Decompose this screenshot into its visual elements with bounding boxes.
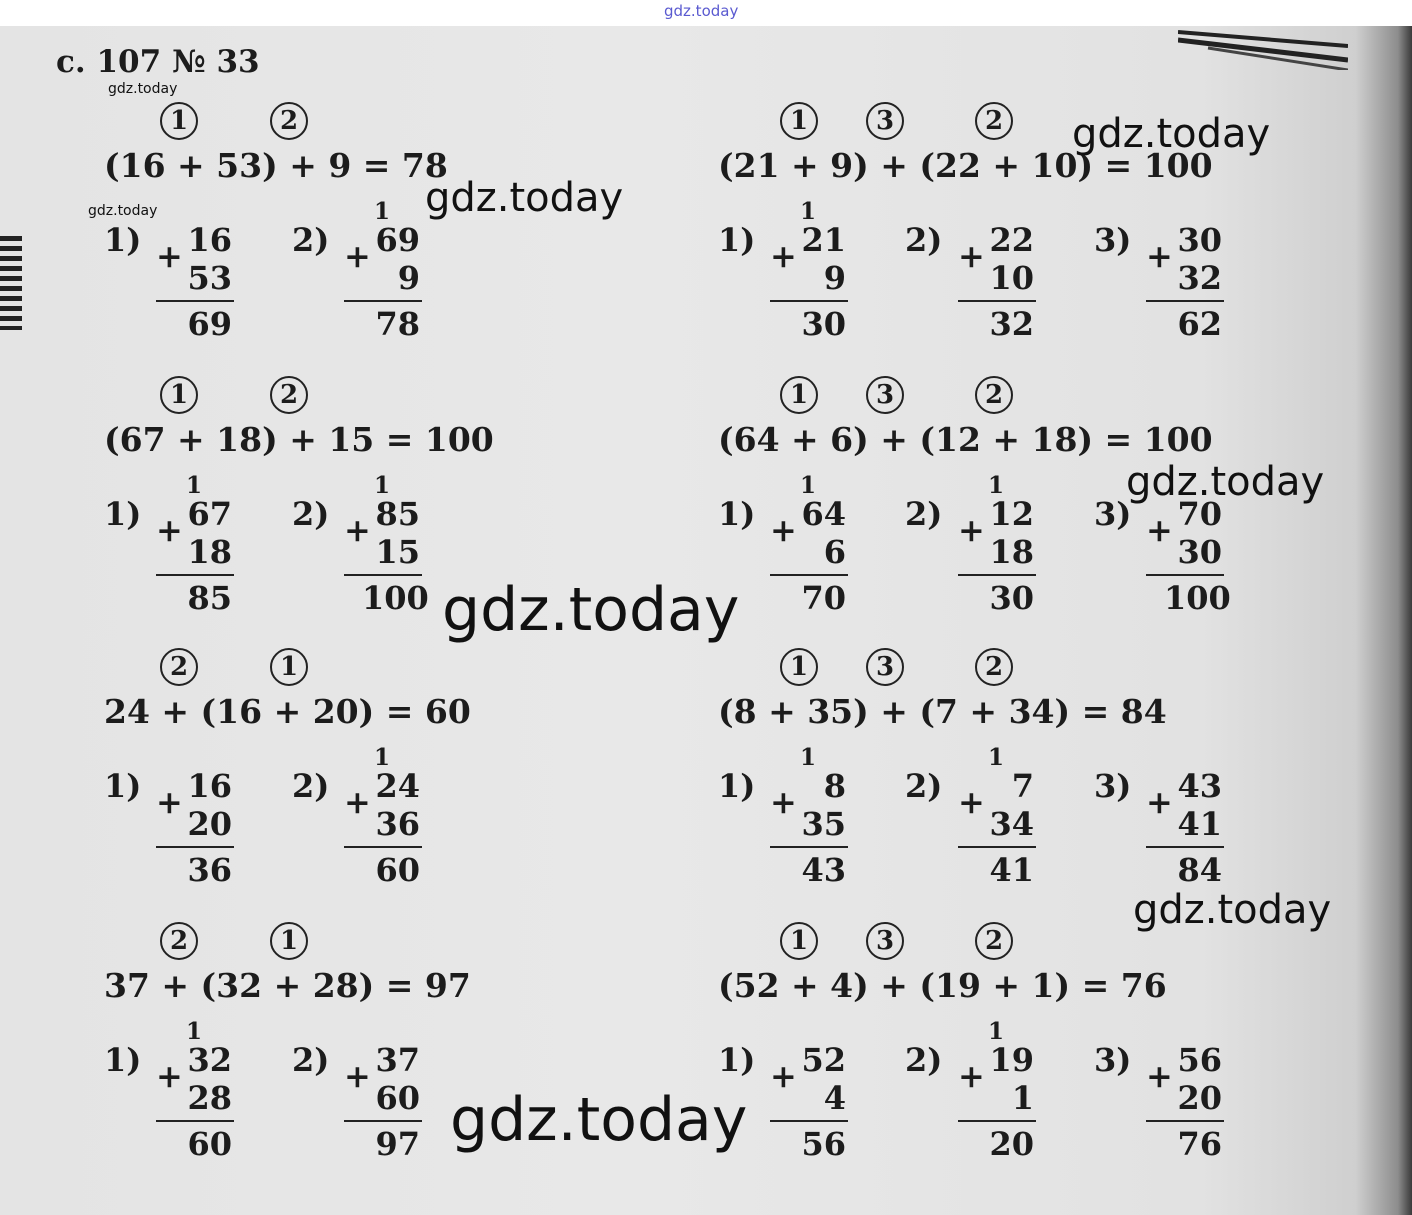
step-label: 2) [292,767,330,805]
sum-line [344,846,422,848]
addend-bottom: 20 [1177,1079,1222,1117]
sum-result: 62 [1177,305,1222,343]
order-circle: 2 [160,922,198,960]
addend-top: 16 [187,767,232,805]
addend-top: 21 [801,221,846,259]
sum-result: 70 [801,579,846,617]
addend-bottom: 32 [1177,259,1222,297]
sum-line [1146,1120,1224,1122]
plus-sign: + [958,511,985,549]
sum-line [1146,574,1224,576]
addend-bottom: 18 [989,533,1034,571]
order-circle: 1 [780,922,818,960]
carry-digit: 1 [800,472,817,499]
sum-result: 43 [801,851,846,889]
order-circle: 1 [160,376,198,414]
addend-bottom: 28 [187,1079,232,1117]
sum-line [958,574,1036,576]
sum-result: 100 [362,579,429,617]
sum-result: 100 [1164,579,1231,617]
plus-sign: + [958,237,985,275]
addend-bottom: 30 [1177,533,1222,571]
order-circle: 2 [270,376,308,414]
sum-line [344,300,422,302]
watermark: gdz.today [1072,111,1271,157]
carry-digit: 1 [988,1018,1005,1045]
order-circle: 3 [866,376,904,414]
sum-line [156,300,234,302]
order-circle: 3 [866,648,904,686]
sum-result: 41 [989,851,1034,889]
order-circle: 1 [780,102,818,140]
addend-bottom: 18 [187,533,232,571]
addend-top: 8 [823,767,846,805]
addend-bottom: 35 [801,805,846,843]
step-label: 1) [718,495,756,533]
sum-result: 97 [375,1125,420,1163]
order-circle: 2 [975,102,1013,140]
step-label: 3) [1094,221,1132,259]
plus-sign: + [344,511,371,549]
plus-sign: + [344,1057,371,1095]
addend-bottom: 6 [823,533,846,571]
plus-sign: + [156,783,183,821]
carry-digit: 1 [186,472,203,499]
plus-sign: + [770,237,797,275]
step-label: 1) [718,767,756,805]
sum-line [958,1120,1036,1122]
addend-bottom: 1 [1011,1079,1034,1117]
sum-result: 84 [1177,851,1222,889]
step-label: 2) [292,221,330,259]
plus-sign: + [1146,237,1173,275]
sum-result: 78 [375,305,420,343]
carry-digit: 1 [374,472,391,499]
plus-sign: + [156,511,183,549]
addend-top: 69 [375,221,420,259]
carry-digit: 1 [988,744,1005,771]
sum-line [156,846,234,848]
sum-result: 36 [187,851,232,889]
watermark: gdz.today [450,1085,748,1155]
step-label: 1) [104,767,142,805]
addend-bottom: 15 [375,533,420,571]
order-circle: 1 [780,648,818,686]
addend-top: 67 [187,495,232,533]
order-circle: 2 [975,648,1013,686]
plus-sign: + [1146,511,1173,549]
addend-top: 70 [1177,495,1222,533]
addend-top: 7 [1011,767,1034,805]
sum-line [770,574,848,576]
sum-result: 30 [801,305,846,343]
addend-bottom: 10 [989,259,1034,297]
addend-top: 43 [1177,767,1222,805]
addend-top: 24 [375,767,420,805]
watermark: gdz.today [1133,887,1332,933]
sum-line [770,300,848,302]
order-circle: 1 [160,102,198,140]
step-label: 1) [104,221,142,259]
plus-sign: + [958,783,985,821]
carry-digit: 1 [988,472,1005,499]
watermark-top: gdz.today [664,2,739,20]
watermark: gdz.today [88,203,158,219]
step-label: 2) [905,495,943,533]
sum-result: 60 [375,851,420,889]
plus-sign: + [958,1057,985,1095]
step-label: 1) [104,495,142,533]
expression: 24 + (16 + 20) = 60 [104,692,471,731]
sum-line [156,574,234,576]
page-title: с. 107 № 33 [56,44,260,80]
addend-top: 12 [989,495,1034,533]
sum-result: 76 [1177,1125,1222,1163]
addend-top: 64 [801,495,846,533]
addend-bottom: 9 [823,259,846,297]
addend-top: 19 [989,1041,1034,1079]
sum-line [344,574,422,576]
sum-line [770,1120,848,1122]
addend-bottom: 60 [375,1079,420,1117]
order-circle: 3 [866,102,904,140]
sum-result: 32 [989,305,1034,343]
sum-line [770,846,848,848]
step-label: 1) [718,221,756,259]
expression: (52 + 4) + (19 + 1) = 76 [718,966,1167,1005]
sum-line [156,1120,234,1122]
sum-result: 60 [187,1125,232,1163]
carry-digit: 1 [186,1018,203,1045]
step-label: 2) [905,1041,943,1079]
carry-digit: 1 [374,744,391,771]
sum-result: 85 [187,579,232,617]
addend-top: 52 [801,1041,846,1079]
watermark: gdz.today [108,81,178,97]
carry-digit: 1 [800,198,817,225]
plus-sign: + [156,237,183,275]
watermark: gdz.today [425,175,624,221]
step-label: 2) [292,495,330,533]
sum-line [958,846,1036,848]
addend-bottom: 9 [397,259,420,297]
order-circle: 2 [160,648,198,686]
sum-line [1146,300,1224,302]
expression: (67 + 18) + 15 = 100 [104,420,494,459]
addend-bottom: 4 [823,1079,846,1117]
step-label: 2) [292,1041,330,1079]
step-label: 2) [905,767,943,805]
order-circle: 1 [780,376,818,414]
watermark: gdz.today [1126,459,1325,505]
plus-sign: + [770,1057,797,1095]
sum-result: 56 [801,1125,846,1163]
addend-top: 32 [187,1041,232,1079]
order-circle: 2 [975,376,1013,414]
addend-top: 56 [1177,1041,1222,1079]
plus-sign: + [770,783,797,821]
watermark: gdz.today [442,575,740,645]
plus-sign: + [1146,783,1173,821]
carry-digit: 1 [374,198,391,225]
addend-top: 22 [989,221,1034,259]
expression: (21 + 9) + (22 + 10) = 100 [718,146,1213,185]
addend-bottom: 36 [375,805,420,843]
sum-line [344,1120,422,1122]
order-circle: 3 [866,922,904,960]
sum-result: 20 [989,1125,1034,1163]
expression: (64 + 6) + (12 + 18) = 100 [718,420,1213,459]
order-circle: 2 [270,102,308,140]
step-label: 3) [1094,767,1132,805]
plus-sign: + [1146,1057,1173,1095]
addend-top: 30 [1177,221,1222,259]
expression: (16 + 53) + 9 = 78 [104,146,448,185]
edge-marks [0,236,22,330]
order-circle: 1 [270,648,308,686]
page-corner-lines [1178,26,1348,70]
addend-top: 85 [375,495,420,533]
addend-top: 37 [375,1041,420,1079]
plus-sign: + [344,783,371,821]
step-label: 2) [905,221,943,259]
sum-line [1146,846,1224,848]
order-circle: 2 [975,922,1013,960]
addend-bottom: 34 [989,805,1034,843]
addend-bottom: 41 [1177,805,1222,843]
plus-sign: + [344,237,371,275]
addend-bottom: 53 [187,259,232,297]
sum-line [958,300,1036,302]
addend-top: 16 [187,221,232,259]
sum-result: 30 [989,579,1034,617]
plus-sign: + [770,511,797,549]
expression: 37 + (32 + 28) = 97 [104,966,471,1005]
sum-result: 69 [187,305,232,343]
step-label: 1) [104,1041,142,1079]
step-label: 3) [1094,1041,1132,1079]
carry-digit: 1 [800,744,817,771]
order-circle: 1 [270,922,308,960]
expression: (8 + 35) + (7 + 34) = 84 [718,692,1167,731]
addend-bottom: 20 [187,805,232,843]
step-label: 1) [718,1041,756,1079]
step-label: 3) [1094,495,1132,533]
plus-sign: + [156,1057,183,1095]
